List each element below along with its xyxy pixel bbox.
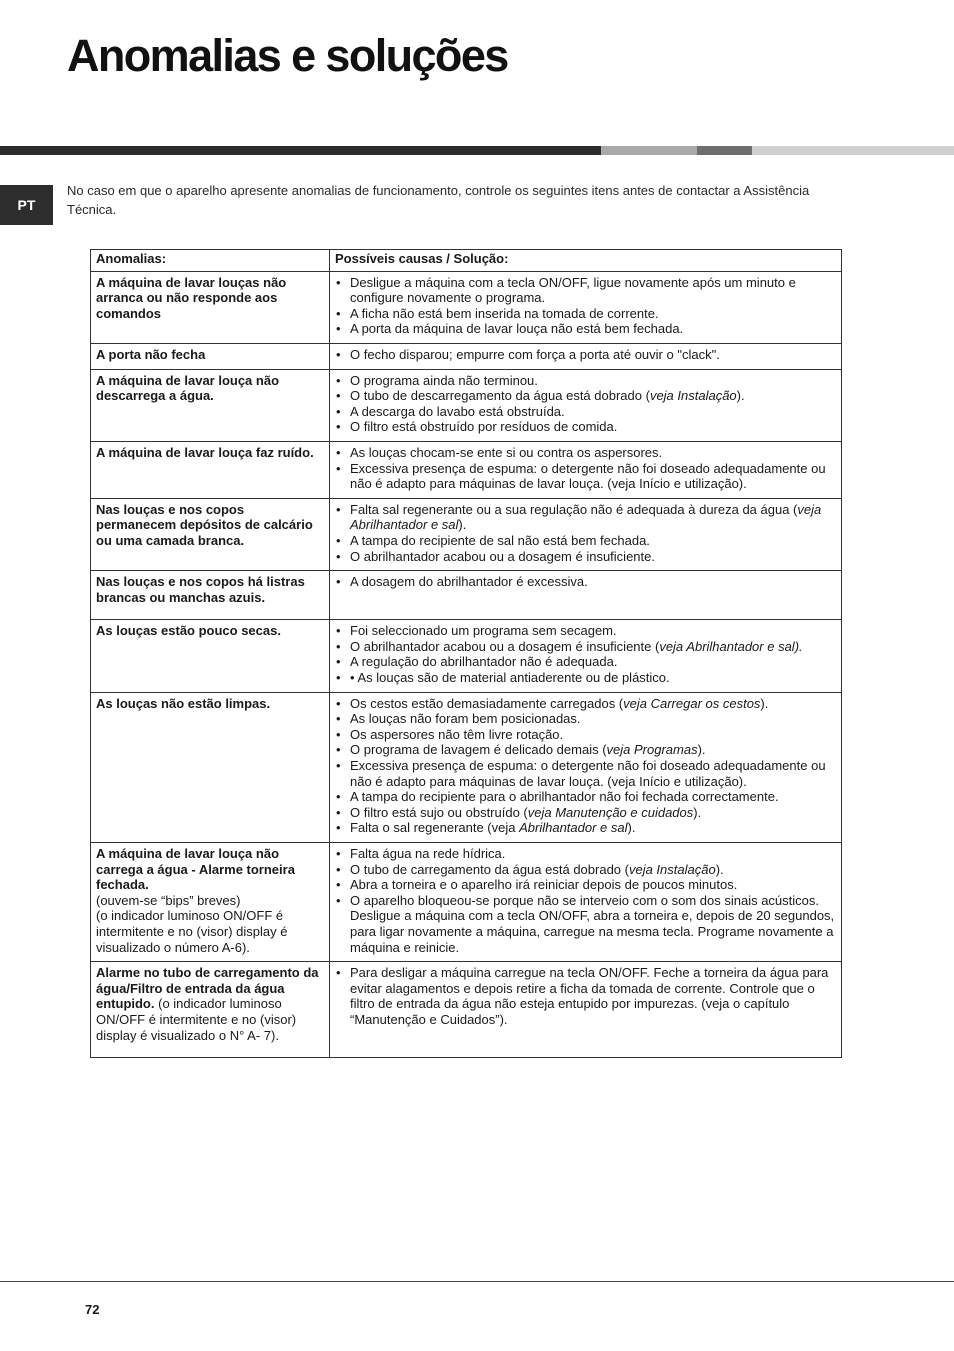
solution-text: Foi seleccionado um programa sem secagem. (350, 623, 617, 639)
table-row (91, 962, 842, 1058)
list-item (335, 805, 836, 821)
solution-text: ). (736, 388, 745, 404)
table-header-row (91, 250, 842, 272)
solution-text: Excessiva presença de espuma: o detergente não foi doseado adequadamente ou não é adapto para máquinas de lavar louça. (veja Início e utilização). (350, 460, 826, 492)
solution-cell (330, 271, 842, 343)
solution-text: ). (760, 695, 769, 711)
list-item (335, 347, 836, 363)
list-item (335, 404, 836, 420)
reference-text: veja Programas (606, 742, 698, 758)
list-item (335, 820, 836, 836)
table-row (91, 692, 842, 842)
anomaly-text: A porta não fecha (96, 346, 206, 362)
solution-text: A descarga do lavabo está obstruída. (350, 403, 565, 419)
list-item (335, 742, 836, 758)
table-row (91, 620, 842, 692)
solution-text: O fecho disparou; empurre com força a porta até ouvir o "clack". (350, 346, 720, 362)
solution-list (335, 574, 836, 590)
solution-list (335, 373, 836, 435)
list-item (335, 445, 836, 461)
solution-text: A porta da máquina de lavar louça não está bem fechada. (350, 321, 684, 337)
solution-text: O programa ainda não terminou. (350, 372, 538, 388)
solution-text: O filtro está sujo ou obstruído ( (350, 804, 528, 820)
list-item (335, 639, 836, 655)
anomaly-cell (91, 369, 330, 441)
footer-rule (0, 1281, 954, 1282)
solution-text: O aparelho bloqueou-se porque não se interveio com o som dos sinais acústicos. Desligue a máquina com a tecla ON/OFF, abra a torneira e, depois de 20 segundos, para ligar novamente a máquina, carregue na mesma tecla. Programe novamente a máquina e reinicie. (350, 892, 835, 955)
table-row (91, 271, 842, 343)
list-item (335, 461, 836, 492)
list-item (335, 373, 836, 389)
solution-text: Para desligar a máquina carregue na tecla ON/OFF. Feche a torneira da água para evitar alagamentos e depois retire a ficha da tomada de corrente. Controle que o filtro de entrada da água não esteja entupido por impurezas. (veja o capítulo “Manutenção e Cuidados”). (350, 965, 829, 1027)
column-header-causas: Possíveis causas / Solução: (330, 250, 842, 272)
list-item (335, 877, 836, 893)
solution-text: O abrilhantador acabou ou a dosagem é insuficiente ( (350, 638, 660, 654)
solution-text: Abra a torneira e o aparelho irá reiniciar depois de poucos minutos. (350, 877, 738, 893)
solution-list (335, 623, 836, 685)
anomaly-text: A máquina de lavar louça faz ruído. (96, 444, 314, 460)
list-item (335, 321, 836, 337)
table-row (91, 498, 842, 570)
reference-text: veja Abrilhantador e sal (350, 501, 822, 533)
solution-cell (330, 343, 842, 369)
solution-cell (330, 441, 842, 498)
anomaly-note: (ouvem-se “bips” breves) (o indicador luminoso ON/OFF é intermitente e no (visor) display é visualizado o número A-6). (96, 892, 288, 955)
list-item (335, 965, 836, 1027)
solution-cell (330, 369, 842, 441)
solution-text: ). (458, 517, 467, 533)
list-item (335, 727, 836, 743)
troubleshooting-table (90, 249, 842, 1058)
solution-cell (330, 843, 842, 962)
language-tab: PT (0, 185, 53, 225)
solution-cell (330, 620, 842, 692)
solution-cell (330, 498, 842, 570)
solution-text: Falta água na rede hídrica. (350, 846, 506, 861)
table-row (91, 369, 842, 441)
solution-text: • As louças são de material antiaderente ou de plástico. (350, 670, 670, 686)
reference-text: veja Carregar os cestos (623, 695, 761, 711)
list-item (335, 846, 836, 862)
solution-text: A regulação do abrilhantador não é adequada. (350, 654, 618, 670)
header-rule-dark (0, 146, 601, 155)
anomaly-text: A máquina de lavar louças não arranca ou não responde aos comandos (96, 274, 287, 321)
list-item (335, 549, 836, 565)
list-item (335, 711, 836, 727)
solution-text: O tubo de descarregamento da água está dobrado ( (350, 388, 650, 404)
solution-text: ). (697, 742, 706, 758)
solution-list (335, 846, 836, 955)
anomaly-cell (91, 620, 330, 692)
list-item (335, 388, 836, 404)
list-item (335, 654, 836, 670)
solution-list (335, 696, 836, 836)
intro-text: No caso em que o aparelho apresente anomalias de funcionamento, controle os seguintes itens antes de contactar a Assistência Técnica. (67, 183, 810, 217)
header-rule-light (601, 146, 697, 155)
reference-text: veja Abrilhantador e sal). (659, 638, 803, 654)
list-item (335, 306, 836, 322)
solution-text: Falta sal regenerante ou a sua regulação não é adequada à dureza da água ( (350, 501, 798, 517)
list-item (335, 533, 836, 549)
solution-text: A tampa do recipiente de sal não está bem fechada. (350, 532, 650, 548)
anomaly-text: Nas louças e nos copos há listras brancas ou manchas azuis. (96, 574, 305, 605)
solution-list (335, 965, 836, 1027)
anomaly-note: (o indicador luminoso ON/OFF é intermitente e no (visor) display é visualizado o N° A- 7). (96, 996, 297, 1043)
solution-list (335, 347, 836, 363)
solution-list (335, 502, 836, 564)
solution-text: As louças não foram bem posicionadas. (350, 711, 581, 727)
table-body (91, 271, 842, 1058)
list-item (335, 893, 836, 955)
page-number: 72 (85, 1302, 100, 1317)
solution-text: Os cestos estão demasiadamente carregados ( (350, 695, 624, 711)
anomaly-cell (91, 441, 330, 498)
header-rule-mid (697, 146, 752, 155)
solution-cell (330, 692, 842, 842)
solution-text: Os aspersores não têm livre rotação. (350, 726, 564, 742)
anomaly-text: As louças não estão limpas. (96, 695, 271, 711)
solution-text: ). (693, 804, 702, 820)
anomaly-cell (91, 271, 330, 343)
table-row (91, 843, 842, 962)
table-row (91, 441, 842, 498)
list-item (335, 419, 836, 435)
anomaly-cell (91, 343, 330, 369)
column-header-anomalias: Anomalias: (91, 250, 330, 272)
solution-text: O programa de lavagem é delicado demais ( (350, 742, 607, 758)
solution-text: ). (715, 861, 724, 877)
anomaly-cell (91, 962, 330, 1058)
reference-text: veja Instalação (628, 861, 716, 877)
solution-text: A dosagem do abrilhantador é excessiva. (350, 574, 588, 590)
anomaly-cell (91, 843, 330, 962)
list-item (335, 670, 836, 686)
page-title: Anomalias e soluções (67, 30, 508, 81)
solution-text: A ficha não está bem inserida na tomada de corrente. (350, 305, 659, 321)
header-rule-pale (752, 146, 954, 155)
list-item (335, 696, 836, 712)
anomaly-text: Nas louças e nos copos permanecem depósitos de calcário ou uma camada branca. (96, 501, 313, 548)
table-row (91, 571, 842, 620)
reference-text: veja Instalação (649, 388, 737, 404)
solution-text: Excessiva presença de espuma: o detergente não foi doseado adequadamente ou não é adapto para máquinas de lavar louça. (veja Início e utilização). (350, 758, 826, 789)
reference-text: Abrilhantador e sal (519, 820, 628, 836)
anomaly-text: Alarme no tubo de carregamento da água/Filtro de entrada da água entupido. (96, 965, 319, 1012)
list-item (335, 502, 836, 533)
anomaly-text: As louças estão pouco secas. (96, 623, 281, 639)
list-item (335, 574, 836, 590)
table-row (91, 343, 842, 369)
list-item (335, 862, 836, 878)
anomaly-cell (91, 571, 330, 620)
solution-cell (330, 962, 842, 1058)
solution-text: ). (627, 820, 636, 836)
list-item (335, 275, 836, 306)
anomaly-cell (91, 692, 330, 842)
solution-text: O filtro está obstruído por resíduos de comida. (350, 419, 618, 435)
reference-text: veja Manutenção e cuidados (527, 804, 694, 820)
solution-list (335, 275, 836, 337)
solution-text: A tampa do recipiente para o abrilhantador não foi fechada correctamente. (350, 789, 779, 805)
anomaly-text: A máquina de lavar louça não descarrega a água. (96, 372, 280, 404)
solution-text: O tubo de carregamento da água está dobrado ( (350, 861, 629, 877)
list-item (335, 758, 836, 789)
solution-text: Desligue a máquina com a tecla ON/OFF, ligue novamente após um minuto e configure novamente o programa. (350, 274, 796, 306)
solution-cell (330, 571, 842, 620)
anomaly-cell (91, 498, 330, 570)
solution-text: O abrilhantador acabou ou a dosagem é insuficiente. (350, 548, 655, 564)
solution-list (335, 445, 836, 492)
solution-text: Falta o sal regenerante (veja (350, 820, 520, 836)
list-item (335, 789, 836, 805)
anomaly-text: A máquina de lavar louça não carrega a água - Alarme torneira fechada. (96, 846, 295, 893)
solution-text: As louças chocam-se ente si ou contra os aspersores. (350, 444, 663, 460)
list-item (335, 623, 836, 639)
